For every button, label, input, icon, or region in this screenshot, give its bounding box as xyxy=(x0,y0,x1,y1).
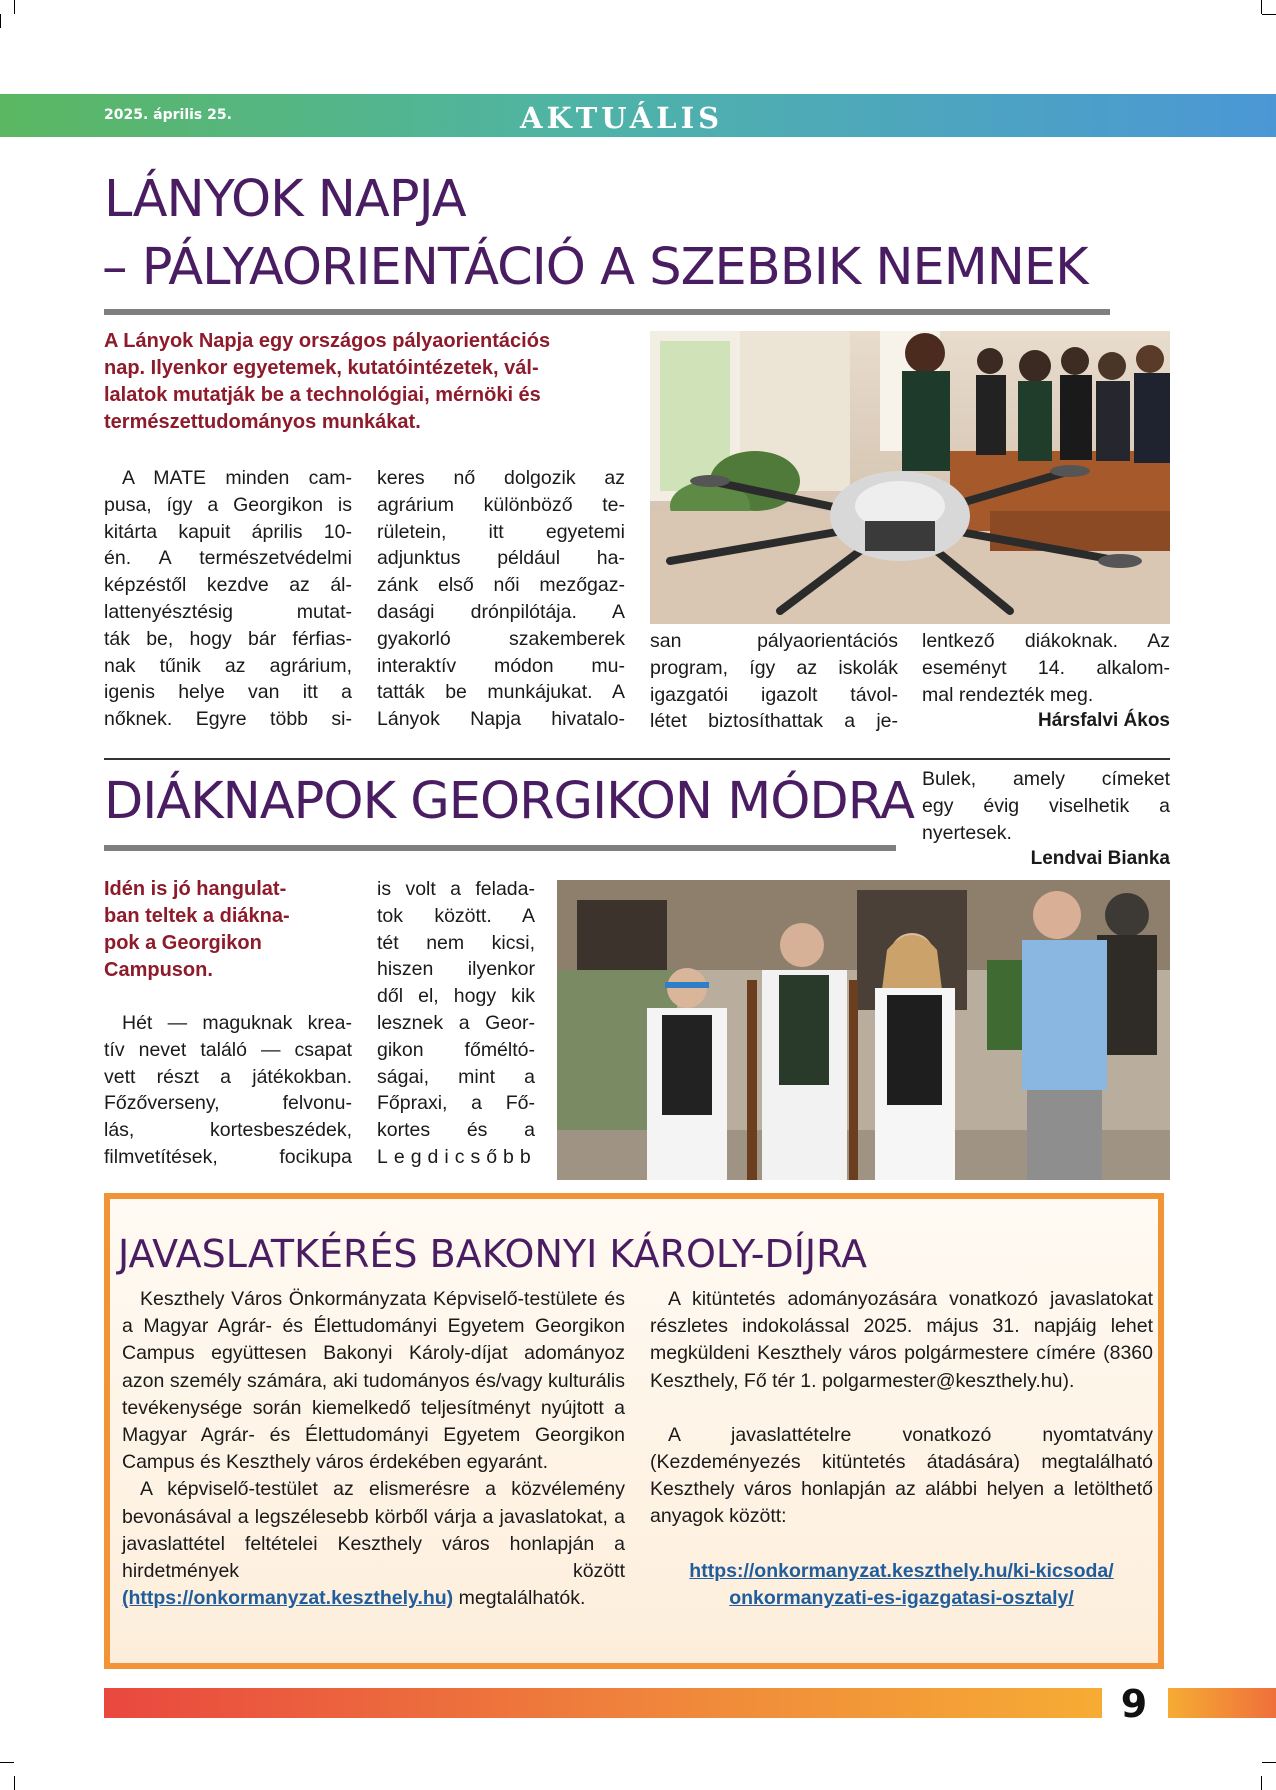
crop-mark xyxy=(1262,14,1276,15)
article2-side-text: Bulek, amely címeket egy évig viselhetik a nyertesek. xyxy=(922,768,1170,844)
award-call-left-column xyxy=(122,1286,625,1612)
section-divider xyxy=(104,758,1170,760)
footer-bar-right xyxy=(1168,1688,1276,1718)
article1-lead: A Lányok Napja egy országos pályaorientációs nap. Ilyenkor egyetemek, kutatóintézetek, vál- lalatok mutatják be a technológiai, mérnöki és természettudományos munkákat. xyxy=(104,330,551,433)
title-underline xyxy=(104,309,1110,315)
article2-column-2: is volt a felada- tok között. A tét nem kicsi, hiszen ilyenkor dől el, hogy kik lesznek a Geor- gikon főméltó- ságai, mint a Főpraxi, a Fő- kortes és a Legdicsőbb xyxy=(377,878,537,1168)
crop-mark xyxy=(1261,1776,1262,1790)
article2-title-underline xyxy=(104,845,896,851)
article2-lead: Idén is jó hangulat- ban teltek a diákna- pok a Georgikon Campuson. xyxy=(104,878,290,981)
page-number: 9 xyxy=(1120,1682,1148,1726)
award-call-paragraph: A javaslattételre vonatkozó nyomtatvány (Kezdeményezés kitüntetés átadására) megtalálható Keszthely város honlapján az alábbi helyen a letölthető anyagok között: xyxy=(650,1423,1153,1528)
article1-column-2: keres nő dolgozik az agrárium különböző te- rületein, itt egyetemi adjunktus például ha- zánk első női mezőgaz- dasági drónpilótája. A gyakorló szakemberek interaktív módon mu- tatták be munkájukat. A Lányok Napja hivatalo- xyxy=(377,467,625,731)
article1-author: Hársfalvi Ákos xyxy=(1037,710,1170,731)
award-call-paragraph: A kitüntetés adományozására vonatkozó javaslatokat részletes indokolással 2025. május 31. napjáig lehet megküldeni Keszthely város polgármestere címére (8360 Keszthely, Fő tér 1. polgarmester@keszthely.hu). xyxy=(650,1288,1153,1392)
municipality-link[interactable]: (https://onkormanyzat.keszthely.hu) xyxy=(122,1587,454,1610)
article2-title: DIÁKNAPOK GEORGIKON MÓDRA xyxy=(104,772,914,831)
drone-photo xyxy=(650,331,1170,624)
crop-mark xyxy=(0,1762,14,1763)
award-call-paragraph: Keszthely Város Önkormányzata Képviselő-testülete és a Magyar Agrár- és Élettudományi Egyetem Georgikon Campus együttesen Bakonyi Károly-díjat adományoz azon személy számára, aki tudományos és/vagy kulturális tevékenysége során kiemelkedő teljesítményt nyújtott a Magyar Agrár- és Élettudományi Egyetem Georgikon Campus és Keszthely város érdekében egyaránt. xyxy=(122,1288,625,1474)
crop-mark xyxy=(14,0,15,14)
issue-date: 2025. április 25. xyxy=(104,107,232,123)
article1-title-line2: – PÁLYAORIENTÁCIÓ A SZEBBIK NEMNEK xyxy=(102,238,1088,297)
article2-column-1: Hét — maguknak krea- tív nevet találó — csapat vett részt a játékokban. Főzőverseny, felvonu- lás, kortesbeszédek, filmvetítések, focikupa xyxy=(104,1012,352,1168)
crop-mark xyxy=(1261,0,1262,14)
students-photo xyxy=(557,880,1170,1180)
article1-title-line1: LÁNYOK NAPJA xyxy=(104,170,466,229)
article1-column-4: lentkező diákoknak. Az eseményt 14. alkalom- mal rendezték meg. xyxy=(922,630,1170,706)
article2-author: Lendvai Bianka xyxy=(1030,848,1170,869)
article1-column-1: A MATE minden cam- pusa, így a Georgikon is kitárta kapuit április 10- én. A természetvédelmi képzéstől kezdve az ál- lattenyésztésig mutat- ták be, hogy bár férfias- nak tűnik az agrárium, igenis helye van itt a nőknek. Egyre több si- xyxy=(104,467,352,731)
award-call-title: JAVASLATKÉRÉS BAKONYI KÁROLY-DÍJRA xyxy=(118,1232,867,1276)
article1-column-3: san pályaorientációs program, így az iskolák igazgatói igazolt távol- létet biztosíthattak a je- xyxy=(650,630,898,733)
award-call-right-column xyxy=(650,1286,1153,1612)
section-title: AKTUÁLIS xyxy=(520,101,724,135)
crop-mark xyxy=(1262,1762,1276,1763)
footer-bar-left xyxy=(104,1688,1102,1718)
crop-mark xyxy=(0,14,1,28)
award-call-paragraph: A képviselő-testület az elismerésre a közvélemény bevonásával a legszélesebb körből várja a javaslatokat, a javaslattétel feltételei Keszthely város honlapján a hirdetmények között (https://onkormanyzat.keszthely.hu) megtalálhatók. xyxy=(122,1478,625,1610)
form-download-link[interactable]: https://onkormanyzat.keszthely.hu/ki-kicsoda/ onkormanyzati-es-igazgatasi-osztaly/ xyxy=(689,1559,1114,1609)
crop-mark xyxy=(14,1776,15,1790)
